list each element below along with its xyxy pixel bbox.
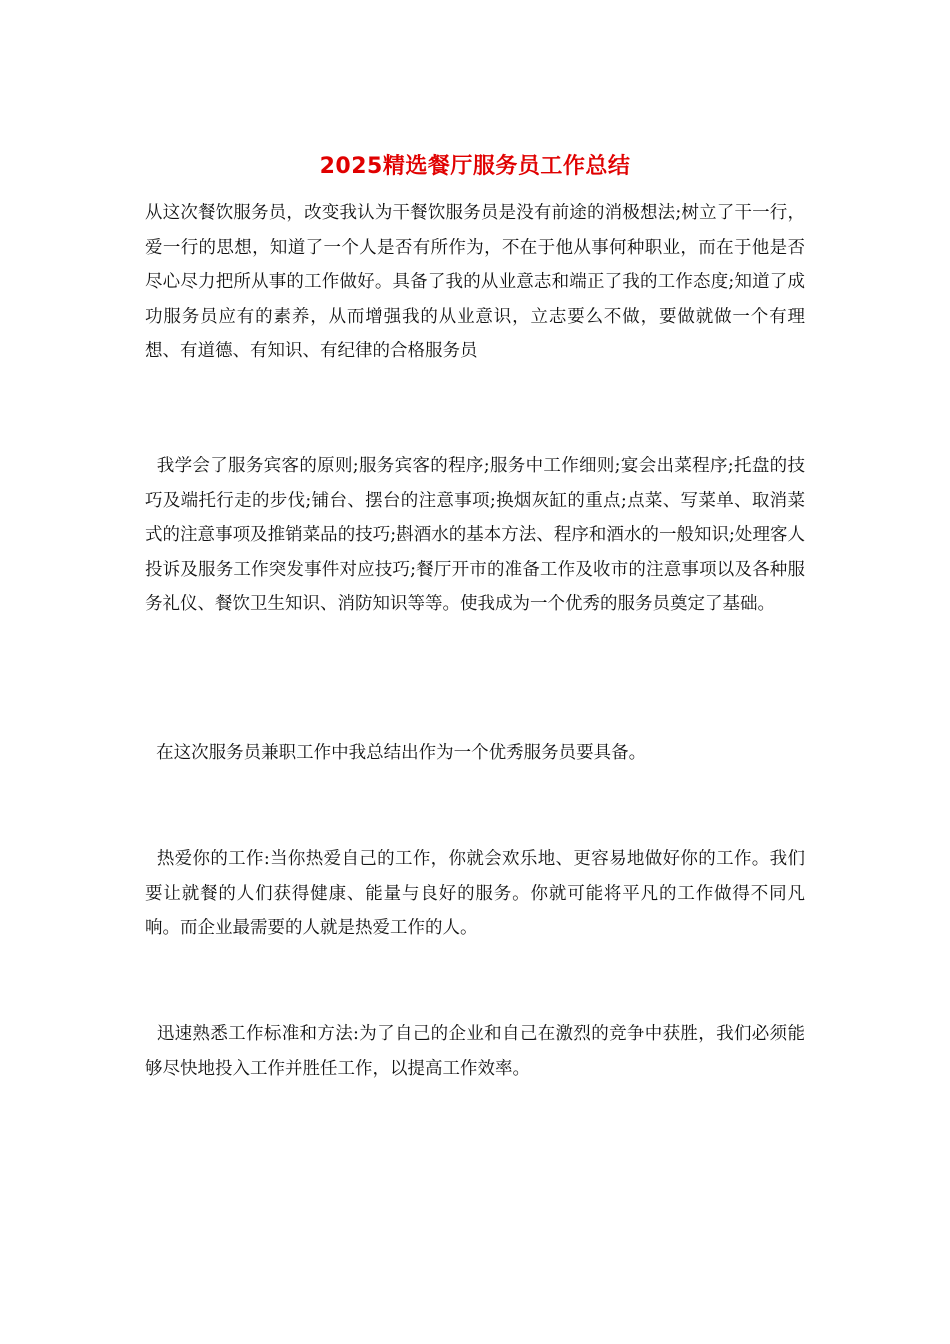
paragraph-3: 在这次服务员兼职工作中我总结出作为一个优秀服务员要具备。 bbox=[145, 743, 647, 763]
document-title: 2025精选餐厅服务员工作总结 bbox=[319, 154, 631, 179]
paragraph-2: 我学会了服务宾客的原则;服务宾客的程序;服务中工作细则;宴会出菜程序;托盘的技巧及端托行走的步伐;铺台、摆台的注意事项;换烟灰缸的重点;点菜、写菜单、取消菜式的注意事项及推销菜品的技巧;斟酒水的基本方法、程序和酒水的一般知识;处理客人投诉及服务工作突发事件对应技巧;餐厅开市的准备工作及收市的注意事项以及各种服务礼仪、餐饮卫生知识、消防知识等等。使我成为一个优秀的服务员奠定了基础。 bbox=[145, 456, 805, 614]
paragraph-4: 热爱你的工作:当你热爱自己的工作，你就会欢乐地、更容易地做好你的工作。我们要让就餐的人们获得健康、能量与良好的服务。你就可能将平凡的工作做得不同凡响。而企业最需要的人就是热爱工作的人。 bbox=[145, 849, 805, 938]
paragraph-5: 迅速熟悉工作标准和方法:为了自己的企业和自己在激烈的竞争中获胜，我们必须能够尽快地投入工作并胜任工作，以提高工作效率。 bbox=[145, 1024, 805, 1079]
paragraph-1: 从这次餐饮服务员，改变我认为干餐饮服务员是没有前途的消极想法;树立了干一行，爱一行的思想，知道了一个人是否有所作为，不在于他从事何种职业，而在于他是否尽心尽力把所从事的工作做好。具备了我的从业意志和端正了我的工作态度;知道了成功服务员应有的素养，从而增强我的从业意识，立志要么不做，要做就做一个有理想、有道德、有知识、有纪律的合格服务员 bbox=[145, 203, 805, 361]
